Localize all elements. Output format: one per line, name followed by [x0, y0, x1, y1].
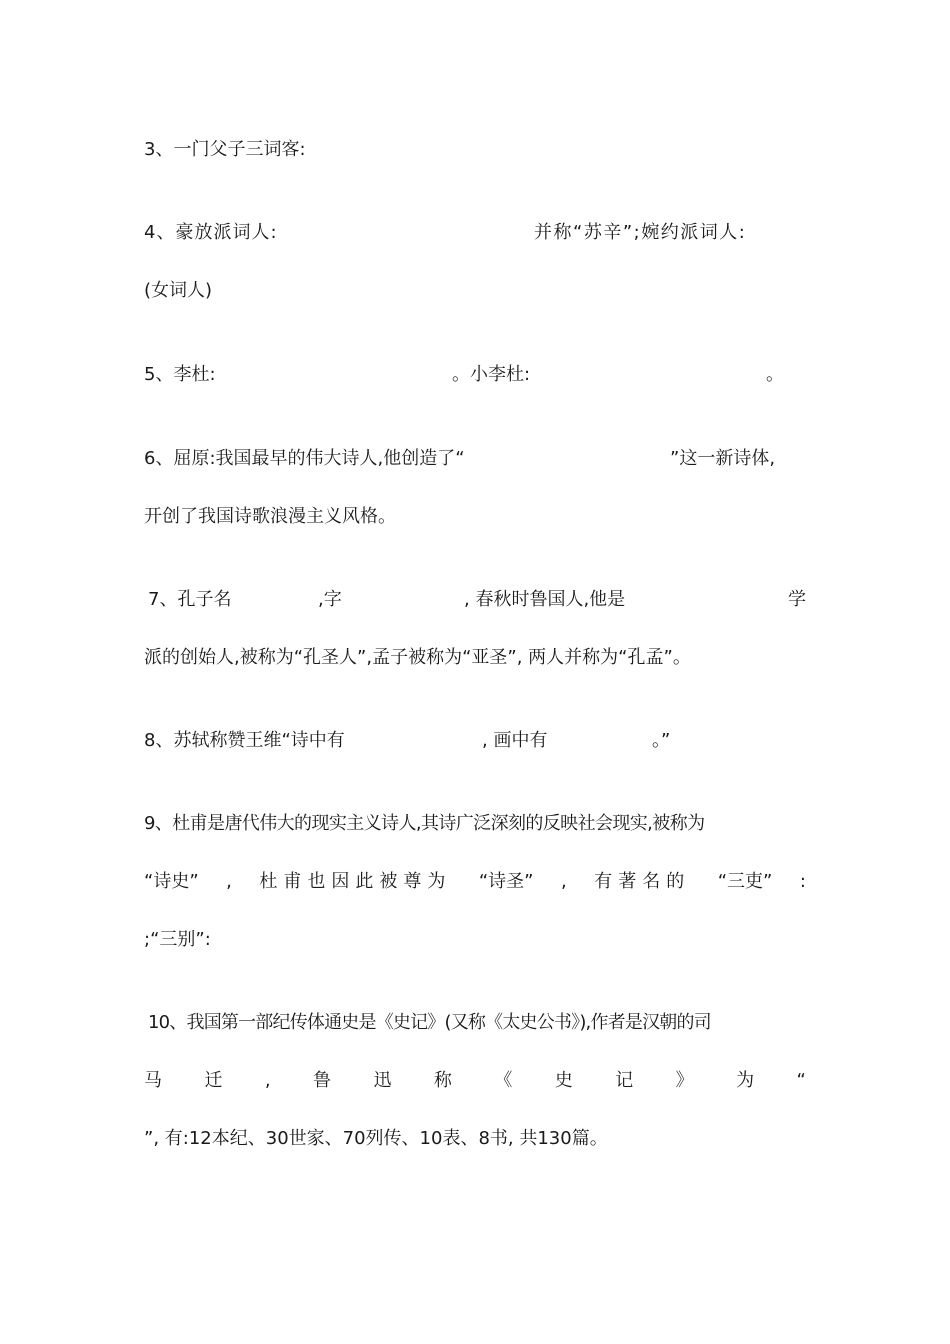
item-10-token: 迅 [373, 1070, 392, 1091]
item-5-line-1 [144, 362, 806, 388]
item-10-text-c: ”, 有:12本纪、30世家、70列传、10表、8书, 共130篇。 [144, 1128, 608, 1149]
item-10-token: 鲁 [313, 1070, 332, 1091]
item-10-token: 《 [494, 1070, 513, 1091]
item-9-token: “三吏” [717, 871, 773, 892]
item-9-token: , [560, 871, 567, 892]
item-8-text-b: , 画中有 [482, 730, 548, 751]
item-9-line-1 [144, 811, 806, 837]
item-4-text-c: (女词人) [144, 280, 213, 301]
item-9-token: : [799, 871, 806, 892]
item-7-line-2 [144, 645, 806, 671]
item-7-text-e: 派的创始人,被称为“孔圣人”,孟子被称为“亚圣”, 两人并称为“孔孟”。 [144, 647, 691, 668]
item-10-token: 称 [433, 1070, 452, 1091]
item-8-text-a: 8、苏轼称赞王维“诗中有 [144, 730, 345, 751]
item-4-text-a: 4、豪放派词人: [144, 222, 278, 243]
item-5-text-c: 。 [766, 364, 784, 385]
item-6-text-a: 6、屈原:我国最早的伟大诗人,他创造了“ [144, 448, 465, 469]
item-9-token: , [226, 871, 232, 892]
item-7-text-d: 学 [788, 589, 806, 610]
item-9-text-a: 9、杜甫是唐代伟大的现实主义诗人,其诗广泛深刻的反映社会现实,被称为 [144, 813, 705, 834]
item-3-text: 3、一门父子三词客: [144, 139, 306, 160]
item-6-text-b: ”这一新诗体, [670, 448, 776, 469]
item-6-line-1 [144, 446, 806, 472]
item-6-text-c: 开创了我国诗歌浪漫主义风格。 [144, 506, 396, 527]
item-10-text-a: 10、我国第一部纪传体通史是《史记》(又称《太史公书》),作者是汉朝的司 [148, 1012, 711, 1033]
item-10-line-3 [144, 1126, 806, 1152]
item-10-line-1 [144, 1010, 806, 1036]
item-7-text-a: 7、孔子名 [148, 589, 232, 610]
item-10-token: , [264, 1070, 271, 1091]
item-4-line-1 [144, 220, 806, 246]
item-10-token: 》 [675, 1070, 694, 1091]
item-10-token: 记 [615, 1070, 634, 1091]
item-5-text-b: 。小李杜: [452, 364, 531, 385]
item-9-line-2 [144, 869, 806, 895]
item-8-line-1 [144, 728, 806, 754]
item-5-text-a: 5、李杜: [144, 364, 216, 385]
item-9-token: “诗史” [144, 871, 199, 892]
item-9-token: 有著名的 [594, 871, 691, 892]
item-10-token: 为 [736, 1070, 755, 1091]
item-10-token: 史 [554, 1070, 573, 1091]
item-6-line-2 [144, 504, 806, 530]
item-9-token: 杜甫也因此被尊为 [259, 871, 452, 892]
item-4-text-b: 并称“苏辛”;婉约派词人: [534, 222, 747, 243]
item-4-line-2 [144, 278, 806, 304]
item-7-line-1 [144, 587, 806, 613]
item-10-token: “ [796, 1070, 806, 1091]
item-9-token: “诗圣” [478, 871, 534, 892]
item-7-text-b: ,字 [318, 589, 342, 610]
item-9-text-c: ;“三别”: [144, 929, 211, 950]
item-3-line-1 [144, 137, 806, 163]
item-7-text-c: , 春秋时鲁国人,他是 [464, 589, 626, 610]
item-9-line-3 [144, 927, 806, 953]
item-10-line-2 [144, 1068, 806, 1094]
item-10-token: 迁 [204, 1070, 223, 1091]
item-10-token: 马 [144, 1070, 162, 1091]
item-8-text-c: 。” [652, 730, 671, 751]
